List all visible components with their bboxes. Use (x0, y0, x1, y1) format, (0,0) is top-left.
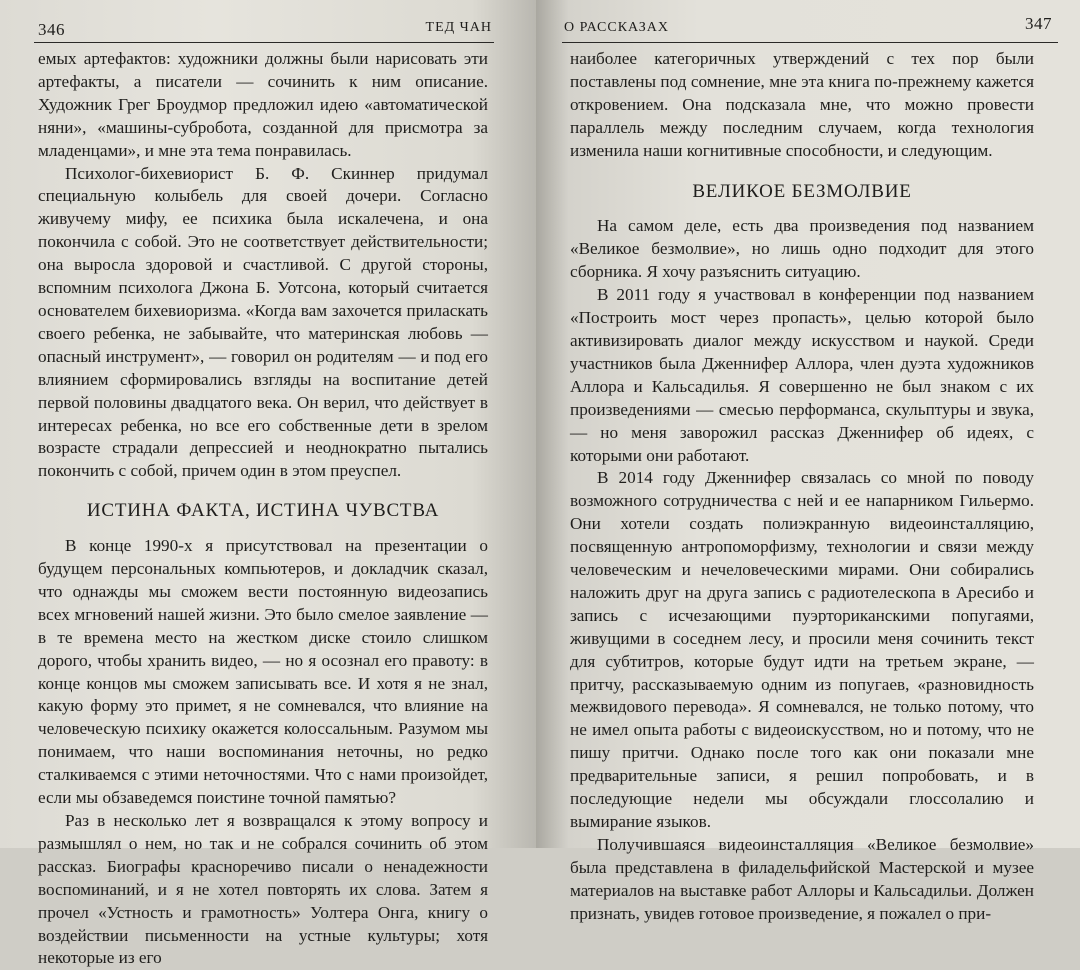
page-number: 347 (1025, 14, 1052, 33)
paragraph: емых артефактов: художники должны были нарисовать эти артефакты, а писатели — сочинить к ним описание. Художник Грег Броудмор предложил идею «автоматической няни», «машины-субробота, созданной для присмотра за младенцами», и мне эта тема понравилась. (38, 49, 488, 160)
page-number: 346 (38, 20, 65, 39)
section-heading: ВЕЛИКОЕ БЕЗМОЛВИЕ (692, 180, 912, 202)
running-head-title: О РАССКАЗАХ (564, 20, 670, 35)
left-page (0, 0, 536, 968)
paragraph: наиболее категоричных утверждений с тех пор были поставлены под сомнение, мне эта книга по-прежнему кажется откровением. Она подсказала мне, что можно провести параллель между последним случаем, когда технология изменила наши когнитивные способности, и следующим. (570, 49, 1034, 160)
paragraph: Получившаяся видеоинсталляция «Великое безмолвие» была представлена в филадельфийской Мастерской и музее материалов на выставке работ Аллоры и Кальсадильи. Должен признать, увидев готовое произведение, я пожалел о при- (570, 834, 1034, 923)
section-heading: ИСТИНА ФАКТА, ИСТИНА ЧУВСТВА (86, 500, 440, 522)
paragraph: В 2011 году я участвовал в конференции под названием «Построить мост через пропасть», целью которой было активизировать диалог между искусством и наукой. Среди участников была Дженнифер Аллора, член дуэта художников Аллора и Кальсадилья. Я совершенно не был знаком с их произведениями — смесью перформанса, скульптуры и звука, — но меня заворожил рассказ Дженнифер об идеях, с которыми они работают. (570, 285, 1034, 465)
page-text (570, 48, 1034, 926)
running-head (562, 16, 1058, 43)
paragraph: В конце 1990-х я присутствовал на презентации о будущем персональных компьютеров, и докладчик сказал, что однажды мы сможем вести постоянную видеозапись всех мгновений нашей жизни. Это было смелое заявление — в те времена место на жестком диске стоило слишком дорого, чтобы хранить видео, — но я осознал его правоту: в конце концов мы сможем записывать все. И хотя я не знал, какую форму это примет, я не сомневался, что влияние на человеческую психику окажется колоссальным. Разумом мы понимаем, что наши воспоминания неточны, но редко сталкиваемся с этими неточностями. Что с нами произойдет, если мы обзаведемся поистине точной памятью? (38, 536, 488, 808)
paragraph: На самом деле, есть два произведения под названием «Великое безмолвие», но лишь одно подходит для этого сборника. Я хочу разъяснить ситуацию. (570, 216, 1034, 282)
running-head-title: ТЕД ЧАН (425, 20, 492, 35)
paragraph: Раз в несколько лет я возвращался к этому вопросу и размышлял о нем, но так и не собрался сочинить об этом рассказ. Биографы красноречиво писали о ненадежности воспоминаний, и я не хотел повторять их слова. Затем я прочел «Устность и грамотность» Уолтера Онга, книгу о воздействии письменности на устные культуры; хотя некоторые из его (38, 811, 488, 968)
running-head (34, 16, 494, 43)
paragraph: В 2014 году Дженнифер связалась со мной по поводу возможного сотрудничества с ней и ее напарником Гильермо. Они хотели создать полиэкранную видеоинсталляцию, посвященную антропоморфизму, технологии и связи между человеческим и нечеловеческими мирами. Они собирались наложить друг на друга запись с радиотелескопа в Аресибо и запись с исчезающими пуэрториканскими попугаями, живущими в соседнем лесу, и просили меня сочинить текст для субтитров, которые будут идти на третьем экране, — притчу, рассказываемую одним из попугаев, «разновидность межвидового перевода». Я сомневался, не только потому, что не имел опыта работы с видеоискусством, но и потому, что не пишу притчи. Однако после того как они показали мне предварительные записи, я решил попробовать, и в последующие недели мы обсуждали глоссолалию и вымирание языков. (570, 468, 1034, 831)
page-text (38, 48, 488, 970)
paragraph: Психолог-бихевиорист Б. Ф. Скиннер придумал специальную колыбель для своей дочери. Согласно живучему мифу, ее психика была искалечена, и она покончила с собой. Это не соответствует действительности; она выросла здоровой и счастливой. С другой стороны, вспомним психолога Джона Б. Уотсона, который считается основателем бихевиоризма. «Когда вам захочется приласкать своего ребенка, не забывайте, что материнская любовь — опасный инструмент», — говорил он родителям — и под его влиянием сформировались взгляды на воспитание детей первой половины двадцатого века. Он верил, что действует в интересах ребенка, но все его собственные дети в зрелом возрасте страдали депрессией и неоднократно пытались покончить с собой, причем один в этом преуспел. (38, 163, 488, 481)
right-page (536, 0, 1080, 923)
